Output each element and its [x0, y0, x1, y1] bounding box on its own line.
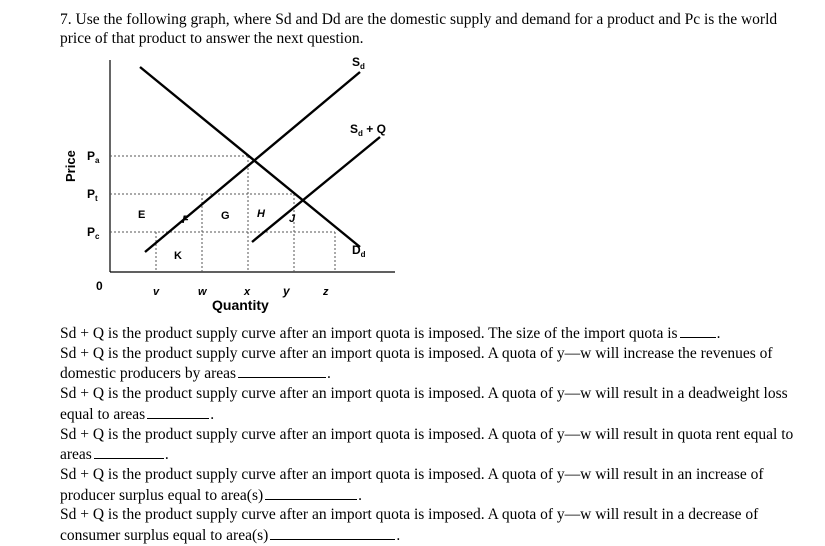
question-items [60, 323, 805, 546]
area-label-j: J [289, 213, 296, 225]
demand-curve [140, 67, 360, 247]
question-prompt [60, 10, 800, 48]
item-text: Sd + Q is the product supply curve after an import quota is imposed. The size of the import quota is [60, 325, 678, 342]
answer-blank[interactable] [238, 363, 326, 378]
question-item-2: Sd + Q is the product supply curve after an import quota is imposed. A quota of y—w will increase the revenues of domestic producers by areas . [60, 344, 773, 383]
price-label-pt: $P_t$ [87, 187, 98, 203]
y-axis-label: Price [63, 150, 78, 182]
answer-blank[interactable] [265, 485, 357, 500]
demand-label: $D_d$ [352, 243, 366, 259]
supply-label: $S_d$ [352, 55, 365, 71]
item-text: Sd + Q is the product supply curve after an import quota is imposed. A quota of y—w will result in a deadweight loss equal to areas [60, 385, 788, 423]
price-label-pa: $P_a$ [87, 149, 100, 165]
tick-y: y [283, 284, 290, 298]
answer-blank[interactable] [94, 444, 164, 459]
price-label-pc: $P_c$ [87, 225, 100, 241]
area-label-h: H [257, 208, 265, 220]
answer-blank[interactable] [680, 323, 716, 338]
question-item-4: Sd + Q is the product supply curve after an import quota is imposed. A quota of y—w will result in quota rent equal to areas . [60, 425, 794, 464]
supply-quota-label: $S_d + Q$ [350, 122, 386, 138]
tick-x: x [244, 286, 251, 298]
area-label-g: G [221, 210, 230, 222]
supply-quota-curve [252, 137, 380, 242]
origin-label: 0 [96, 279, 103, 293]
question-text: 7. Use the following graph, where Sd and Dd are the domestic supply and demand for a product and Pc is the world price of that product to answer the next question. [60, 11, 778, 47]
question-item-3: Sd + Q is the product supply curve after an import quota is imposed. A quota of y—w will result in a deadweight loss equal to areas . [60, 385, 788, 423]
answer-blank[interactable] [270, 525, 395, 540]
area-label-k: K [174, 250, 182, 262]
item-text: Sd + Q is the product supply curve after an import quota is imposed. A quota of y—w will result in quota rent equal to areas [60, 425, 794, 464]
question-item-6: Sd + Q is the product supply curve after an import quota is imposed. A quota of y—w will result in a decrease of consumer surplus equal to area(s) . [60, 506, 759, 545]
item-text: Sd + Q is the product supply curve after an import quota is imposed. A quota of y—w will result in an increase of producer surplus equal to area(s) [60, 465, 764, 504]
question-item-5: Sd + Q is the product supply curve after an import quota is imposed. A quota of y—w will result in an increase of producer surplus equal to area(s) . [60, 465, 764, 504]
x-axis-label: Quantity [212, 297, 269, 313]
item-text: Sd + Q is the product supply curve after an import quota is imposed. A quota of y—w will result in a decrease of consumer surplus equal to area(s) [60, 506, 759, 545]
area-label-f: F [182, 214, 189, 226]
tick-z: z [323, 286, 329, 298]
item-text: Sd + Q is the product supply curve after an import quota is imposed. A quota of y—w will increase the revenues of domestic producers by areas [60, 344, 773, 383]
tick-v: v [153, 286, 160, 298]
tick-w: w [198, 286, 207, 298]
question-item-1: Sd + Q is the product supply curve after an import quota is imposed. The size of the import quota is . [60, 325, 721, 342]
answer-blank[interactable] [147, 404, 209, 419]
area-label-e: E [138, 209, 146, 221]
supply-demand-graph [60, 52, 420, 322]
graph-svg [60, 52, 420, 322]
